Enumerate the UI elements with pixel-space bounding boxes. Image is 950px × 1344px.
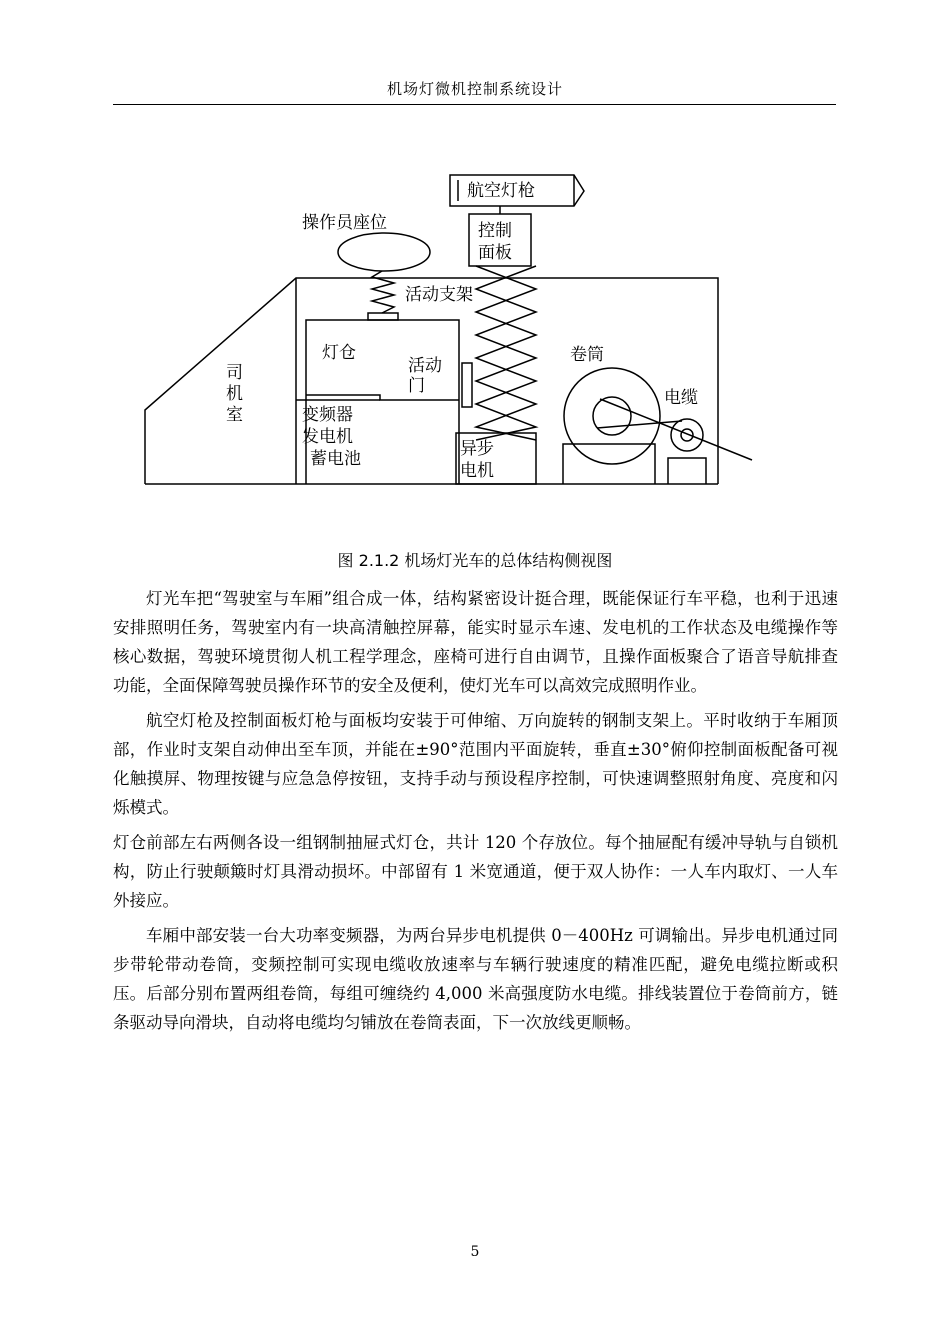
drum-hub-circle — [593, 397, 631, 435]
paragraph: 灯仓前部左右两侧各设一组钢制抽屉式灯仓，共计 120 个存放位。每个抽屉配有缓冲导轨与自锁机构，防止行驶颠簸时灯具滑动损坏。中部留有 1 米宽通道，便于双人协作：一人车内取灯、一人车外接应。 — [113, 833, 838, 910]
vehicle-structure-diagram — [0, 160, 950, 500]
battery-label: 蓄电池 — [310, 449, 361, 469]
movable-door-label-line2: 门 — [408, 376, 425, 396]
drum-label: 卷筒 — [570, 345, 604, 365]
cable-label: 电缆 — [664, 388, 698, 408]
cable-upper-line — [600, 399, 752, 460]
paragraph: 航空灯枪及控制面板灯枪与面板均安装于可伸缩、万向旋转的钢制支架上。平时收纳于车厢顶部，作业时支架自动伸出至车顶，并能在±90°范围内平面旋转，垂直±30°俯仰控制面板配备可视化触摸屏、物理按键与应急急停按钮，支持手动与预设程序控制，可快速调整照射角度、亮度和闪烁模式。 — [113, 711, 838, 817]
async-motor-label-line1: 异步 — [460, 439, 494, 459]
seat-spring-base — [368, 313, 398, 320]
driver-cab-label-2: 机 — [226, 384, 243, 404]
pulley-outer-circle — [671, 419, 703, 451]
paragraph: 车厢中部安装一台大功率变频器，为两台异步电机提供 0－400Hz 可调输出。异步电机通过同步带轮带动卷筒，变频控制可实现电缆收放速率与车辆行驶速度的精准匹配，避免电缆拉断或积压。后部分别布置两组卷筒，每组可缠绕约 4,000 米高强度防水电缆。排线装置位于卷筒前方，链条驱动导向滑块，自动将电缆均匀铺放在卷筒表面，下一次放线更顺畅。 — [113, 926, 838, 1032]
movable-door-label-line1: 活动 — [408, 356, 442, 376]
page-number: 5 — [470, 1244, 480, 1260]
driver-cab-label-3: 室 — [226, 405, 243, 425]
driver-cab-label-1: 司 — [226, 363, 243, 383]
drum-outer-circle — [564, 368, 660, 464]
movable-bracket-label: 活动支架 — [405, 285, 473, 305]
control-panel-label-line2: 面板 — [478, 243, 512, 263]
running-header-title: 机场灯微机控制系统设计 — [386, 80, 563, 98]
control-panel-label-line1: 控制 — [478, 221, 512, 241]
async-motor-label-line2: 电机 — [460, 461, 494, 481]
light-gun-label: 航空灯枪 — [467, 181, 535, 201]
inverter-label: 变频器 — [302, 405, 353, 425]
operator-seat-ellipse — [338, 233, 430, 271]
header-rule — [113, 104, 836, 105]
pulley-stand — [668, 458, 706, 484]
operator-seat-label: 操作员座位 — [302, 213, 387, 233]
paragraph: 灯光车把“驾驶室与车厢”组合成一体，结构紧密设计挺合理，既能保证行车平稳，也利于迅速安排照明任务，驾驶室内有一块高清触控屏幕，能实时显示车速、发电机的工作状态及电缆操作等核心数据，驾驶环境贯彻人机工程学理念，座椅可进行自由调节，且操作面板聚合了语音导航排查功能，全面保障驾驶员操作环节的安全及便利，使灯光车可以高效完成照明作业。 — [113, 589, 838, 695]
body-text — [113, 584, 838, 1043]
movable-door — [462, 363, 472, 407]
figure-caption: 图 2.1.2 机场灯光车的总体结构侧视图 — [337, 551, 613, 570]
generator-label: 发电机 — [302, 427, 353, 447]
lamp-bay-label: 灯仓 — [322, 343, 356, 363]
